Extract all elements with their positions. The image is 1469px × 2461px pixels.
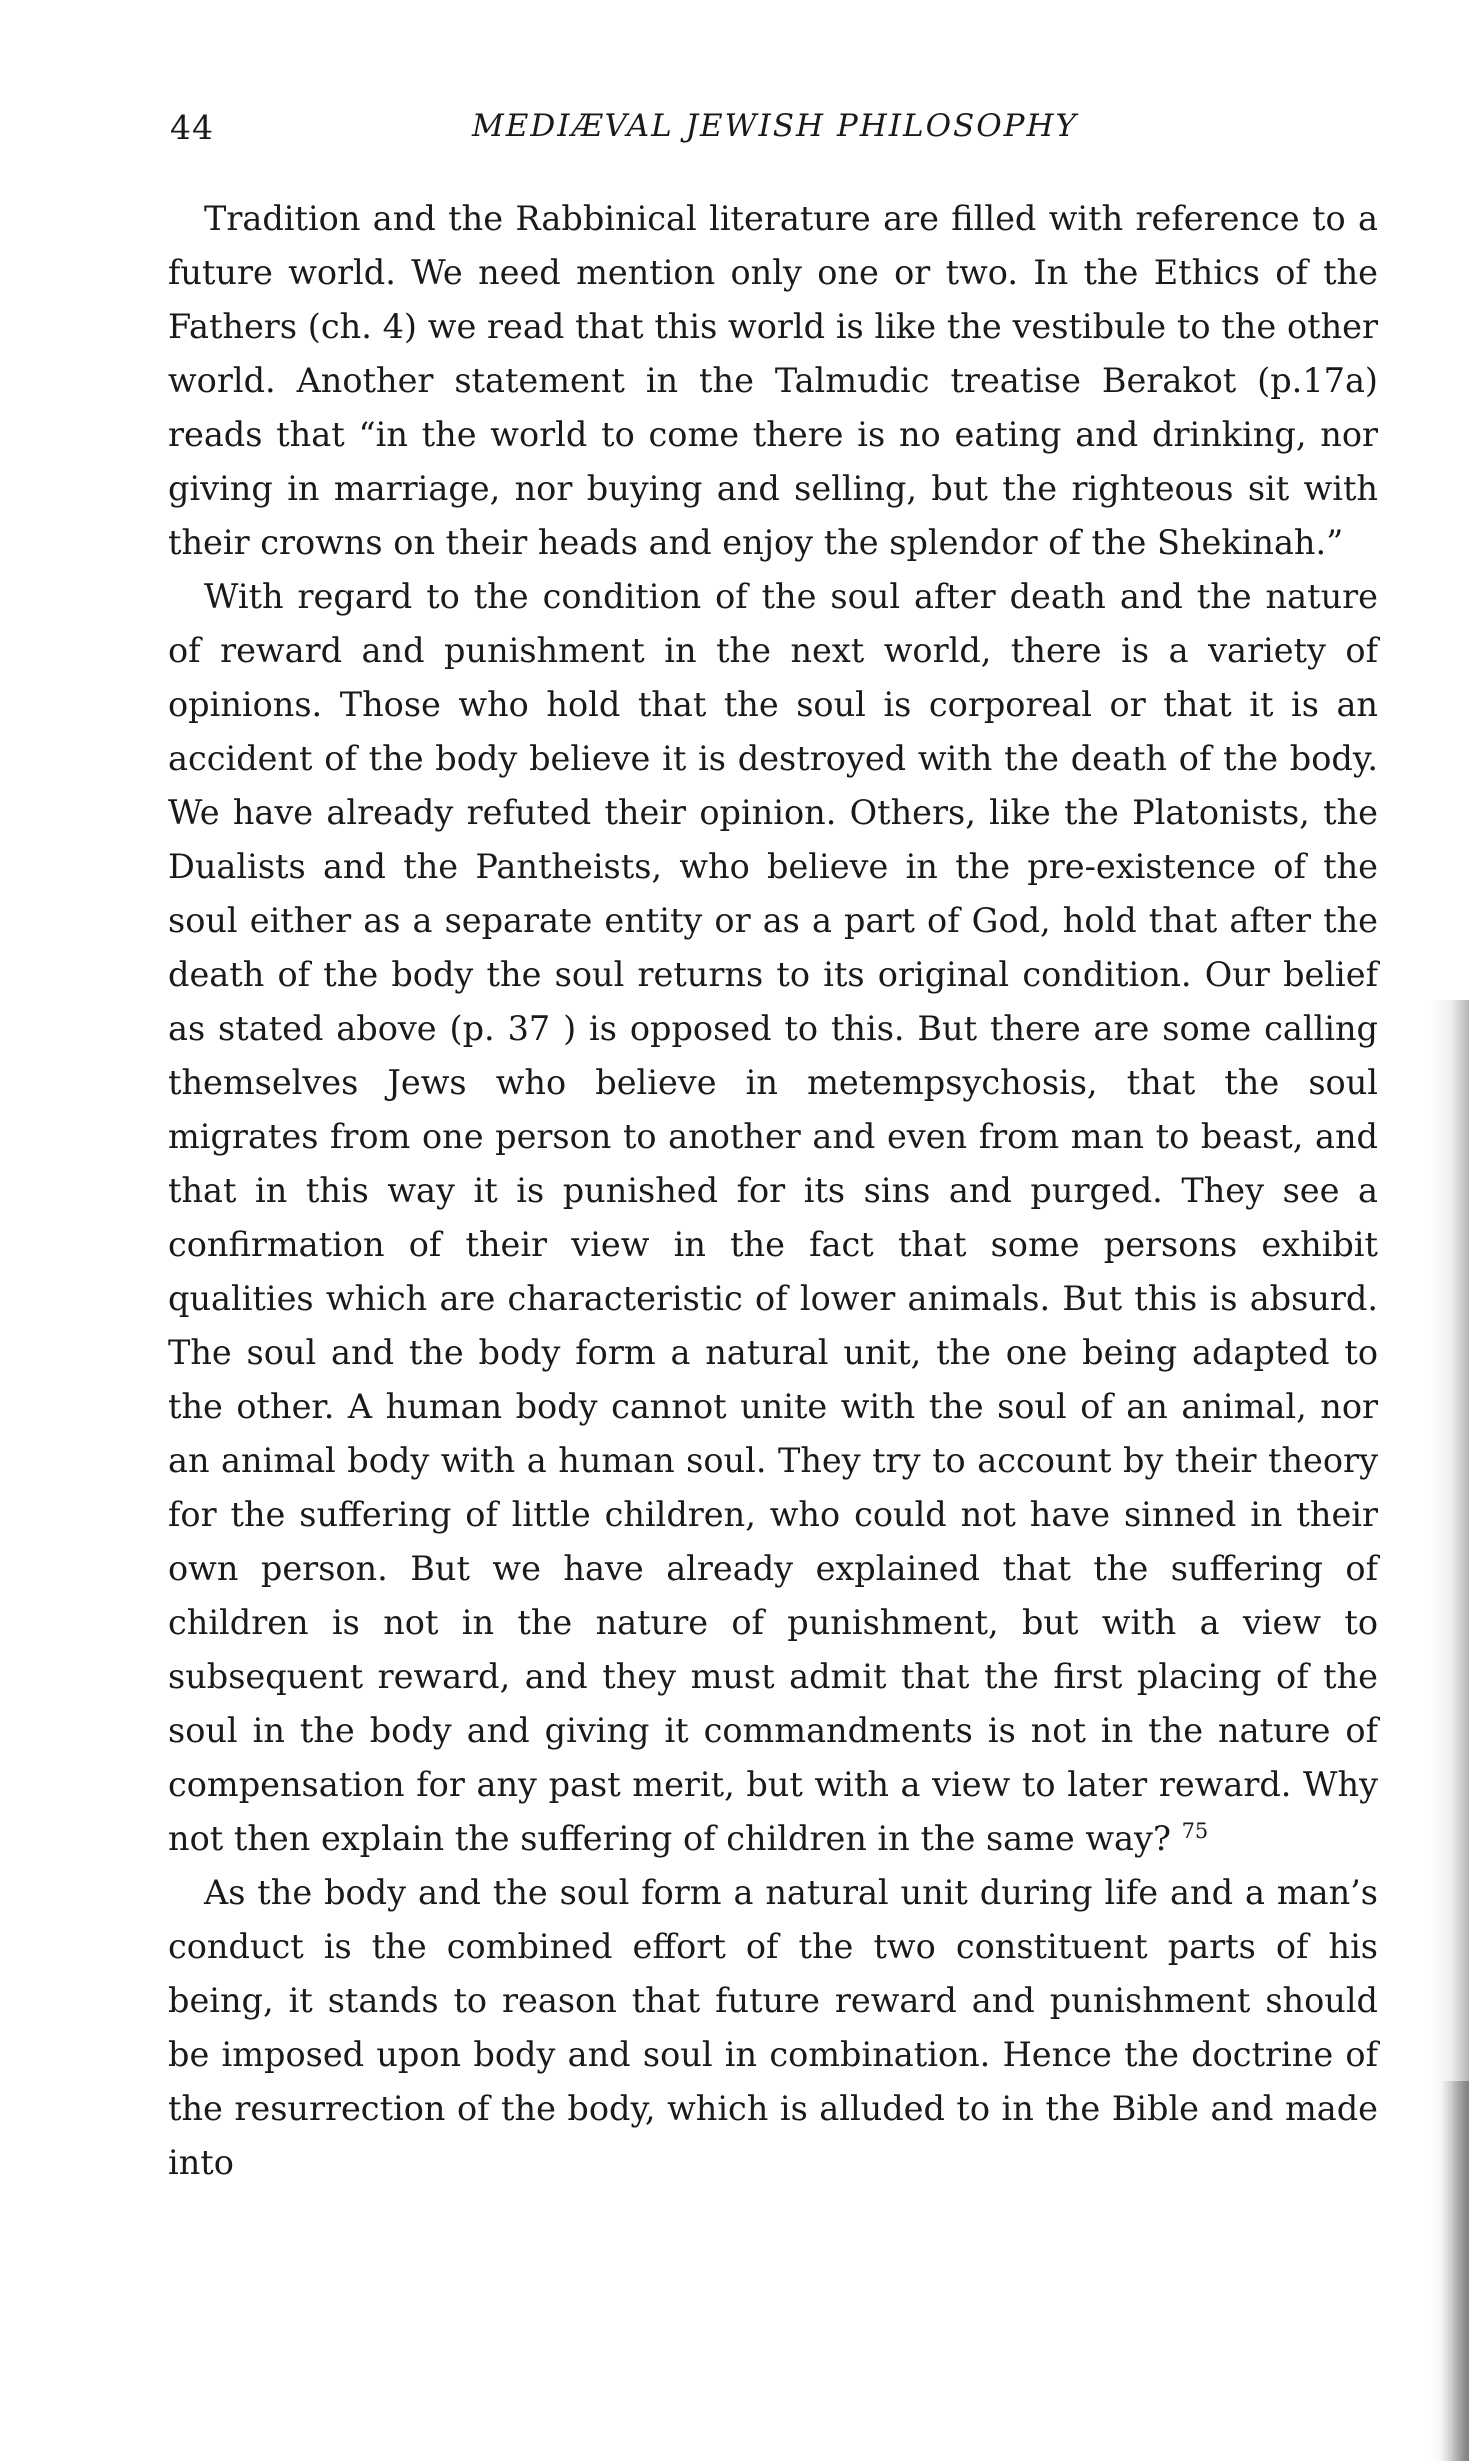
scan-edge-shadow-bottom (1441, 2081, 1469, 2461)
paragraph-future-world (168, 192, 1378, 570)
page-number: 44 (170, 108, 214, 147)
paragraph-text: As the body and the soul form a natural unit during life and a man’s conduct is the combined effort of the two constituent parts of his being, it stands to reason that future reward and punishment should be imposed upon body and soul in combination. Hence the doctrine of the resurrection of the body, which is alluded to in the Bible and made into (168, 1873, 1378, 2182)
paragraph-text: Tradition and the Rabbinical literature are filled with reference to a future world. We need mention only one or two. In the Ethics of the Fathers (ch. 4) we read that this world is like the vestibule to the other world. Another statement in the Talmudic treatise Berakot (p.17a) reads that “in the world to come there is no eating and drinking, nor giving in marriage, nor buying and selling, but the righteous sit with their crowns on their heads and enjoy the splendor of the Shekinah.” (168, 199, 1378, 562)
running-title: MEDIÆVAL JEWISH PHILOSOPHY (471, 108, 1079, 144)
paragraph-soul-after-death (168, 570, 1378, 1866)
running-head (170, 108, 1380, 158)
paragraph-text: With regard to the condition of the soul after death and the nature of reward and punishment in the next world, there is a variety of opinions. Those who hold that the soul is corporeal or that it is an accident of the body believe it is destroyed with the death of the body. We have already refuted their opinion. Others, like the Platonists, the Dualists and the Pantheists, who believe in the pre-existence of the soul either as a separate entity or as a part of God, hold that after the death of the body the soul returns to its original condition. Our belief as stated above (p. 37 ) is opposed to this. But there are some calling themselves Jews who believe in metempsychosis, that the soul migrates from one person to another and even from man to beast, and that in this way it is punished for its sins and purged. They see a confirmation of their view in the fact that some persons exhibit qualities which are characteristic of lower animals. But this is absurd. The soul and the body form a natural unit, the one being adapted to the other. A human body cannot unite with the soul of an animal, nor an animal body with a human soul. They try to account by their theory for the suffering of little children, who could not have sinned in their own person. But we have already explained that the suffering of children is not in the nature of punishment, but with a view to subsequent reward, and they must admit that the first placing of the soul in the body and giving it commandments is not in the nature of compensation for any past merit, but with a view to later reward. Why not then explain the suffering of children in the same way? (168, 577, 1378, 1858)
paragraph-resurrection (168, 1866, 1378, 2190)
body-text (168, 192, 1378, 2190)
footnote-reference[interactable]: 75 (1181, 1818, 1209, 1843)
